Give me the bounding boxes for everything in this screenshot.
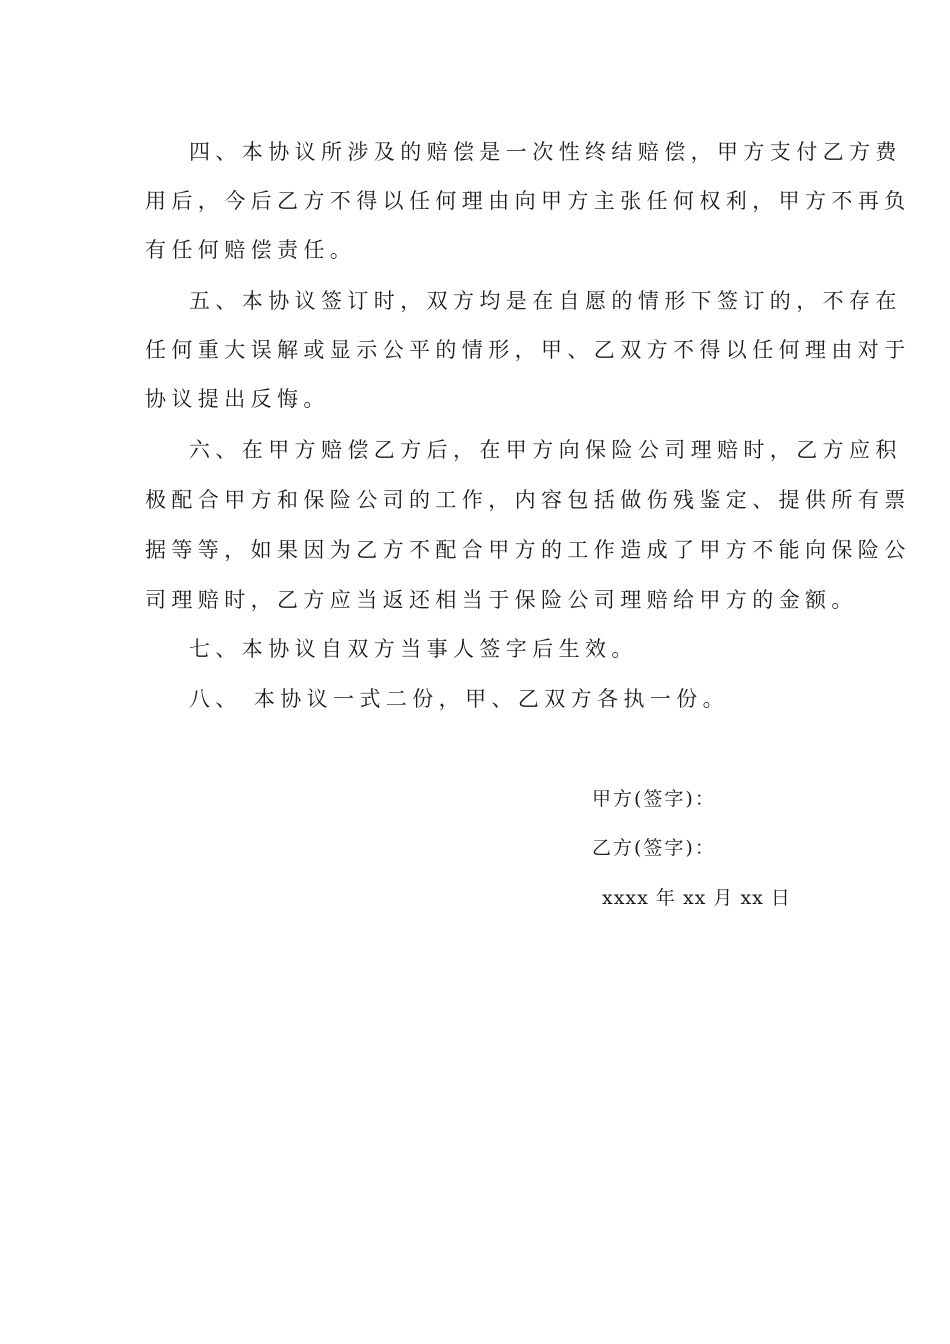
clause-four-line-3: 有任何赔偿责任。 [145,238,357,262]
clause-five-line-2: 任何重大误解或显示公平的情形，甲、乙双方不得以任何理由对于 [145,338,911,362]
clause-four-line-1: 四、本协议所涉及的赔偿是一次性终结赔偿，甲方支付乙方费 [189,140,902,164]
clause-six-line-4: 司理赔时，乙方应当返还相当于保险公司理赔给甲方的金额。 [145,588,858,612]
clause-seven-line-1: 七、本协议自双方当事人签字后生效。 [189,637,638,661]
clause-four-line-2: 用后，今后乙方不得以任何理由向甲方主张任何权利，甲方不再负 [145,189,911,213]
clause-eight-line-1: 八、 本协议一式二份，甲、乙双方各执一份。 [189,687,730,711]
party-a-signature-label: 甲方(签字)： [592,788,716,810]
clause-five-line-1: 五、本协议签订时，双方均是在自愿的情形下签订的，不存在 [189,289,902,313]
clause-six-line-1: 六、在甲方赔偿乙方后，在甲方向保险公司理赔时，乙方应积 [189,438,902,462]
clause-six-line-2: 极配合甲方和保险公司的工作，内容包括做伤残鉴定、提供所有票 [145,488,911,512]
clause-five-line-3: 协议提出反悔。 [145,387,330,411]
signing-date: xxxx 年 xx 月 xx 日 [602,887,791,909]
clause-six-line-3: 据等等，如果因为乙方不配合甲方的工作造成了甲方不能向保险公 [145,538,911,562]
party-b-signature-label: 乙方(签字)： [592,837,716,859]
